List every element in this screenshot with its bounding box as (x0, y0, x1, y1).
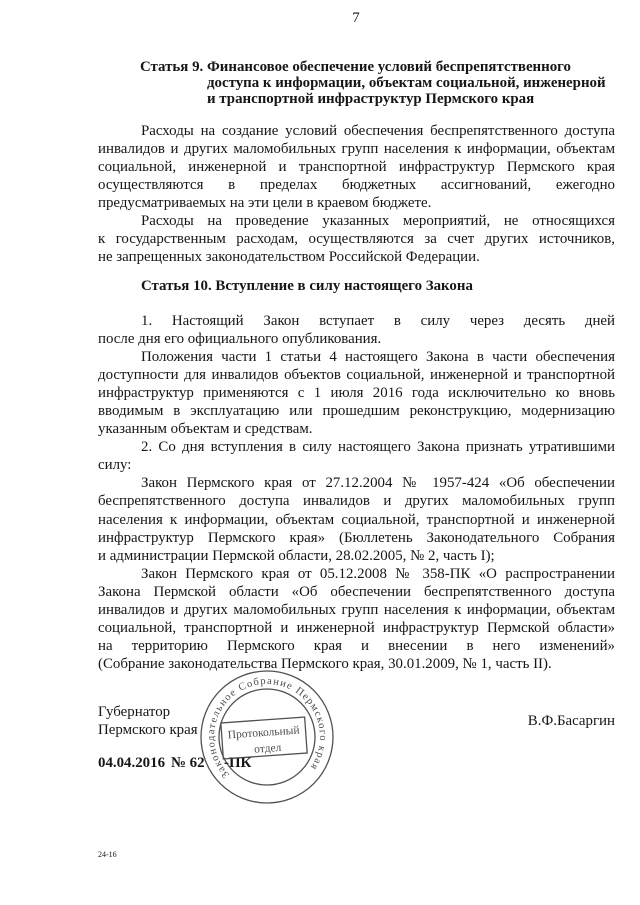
paragraph-line: после дня его официального опубликования. (98, 330, 382, 347)
article-10-body (98, 312, 615, 674)
article-9-title-line: и транспортной инфраструктур Пермского края (207, 90, 535, 107)
paragraph (98, 474, 615, 564)
footer-code: 24-16 (98, 850, 117, 859)
paragraph-line: не запрещенных законодательством Российской Федерации. (98, 249, 480, 266)
article-9-title-line: Финансовое обеспечение условий беспрепятственного (207, 58, 571, 75)
paragraph-line: осуществляются в пределах бюджетных ассигнований, ежегодно (98, 176, 615, 193)
paragraph-line: доступности для инвалидов объектов социальной, инженерной и транспортной (98, 366, 615, 383)
paragraph-line: к государственным расходам, осуществляются за счет других источников, (98, 231, 615, 248)
paragraph (98, 122, 615, 212)
paragraph-line: инфраструктур применяются с 1 июля 2016 года исключительно ко вновь (98, 384, 615, 401)
governor-name: В.Ф.Басаргин (527, 712, 615, 729)
paragraph-line: Закона Пермской области «Об обеспечении беспрепятственного доступа (98, 583, 615, 600)
paragraph (98, 438, 615, 474)
paragraph-line: инвалидов и других маломобильных групп населения к информации, объектам (98, 602, 615, 618)
article-10-heading: Статья 10. Вступление в силу настоящего Закона (141, 277, 473, 294)
signature-block (98, 703, 198, 739)
article-9-label: Статья 9. (140, 58, 204, 75)
official-stamp (195, 665, 340, 810)
paragraph (98, 212, 615, 266)
law-date: 04.04.2016 (98, 755, 166, 771)
article-9-body (98, 122, 615, 267)
paragraph-line: населения к информации, объектам социальной, транспортной и инженерной (98, 511, 615, 528)
governor-title-line: Губернатор (98, 703, 171, 720)
stamp-inner-text: отдел (253, 741, 282, 756)
paragraph-line: силу: (98, 457, 132, 474)
paragraph (98, 565, 615, 674)
paragraph-line: социальной, инженерной и транспортной инфраструктур Пермского края (98, 158, 615, 175)
paragraph-line: инвалидов и других маломобильных групп населения к информации, объектам (98, 140, 615, 157)
page-number: 7 (352, 10, 360, 26)
paragraph-line: инфраструктур Пермского края» (Бюллетень Законодательного Собрания (98, 529, 615, 546)
paragraph-line: и администрации Пермской области, 28.02.2005, № 2, часть I); (98, 547, 495, 564)
paragraph-line: вводимым в эксплуатацию или прошедшим реконструкцию, модернизацию (98, 402, 615, 419)
law-number-suffix: -ПК (224, 755, 252, 771)
paragraph-line: предусматриваемых на эти цели в краевом бюджете. (98, 194, 432, 211)
paragraph-line: социальной, транспортной и инженерной инфраструктур Пермской области» (98, 620, 615, 637)
paragraph-line: на территорию Пермского края и внесении в него изменений» (98, 638, 615, 655)
article-9-title-line: доступа к информации, объектам социальной, инженерной (207, 74, 606, 91)
paragraph-line: 1. Настоящий Закон вступает в силу через десять дней (141, 312, 615, 329)
paragraph-line: Расходы на создание условий обеспечения беспрепятственного доступа (141, 122, 615, 139)
paragraph-line: беспрепятственного доступа инвалидов и других маломобильных групп (98, 493, 615, 510)
paragraph-line: Закон Пермского края от 27.12.2004 № 1957-424 «Об обеспечении (141, 475, 615, 492)
paragraph-line: указанным объектам и средствам. (98, 421, 313, 438)
paragraph-line: Положения части 1 статьи 4 настоящего Закона в части обеспечения (141, 348, 615, 365)
stamp-ring-text: Законодательное Собрание Пермского края (205, 675, 329, 780)
paragraph (98, 312, 615, 348)
stamp-inner-text: Протокольный (227, 724, 300, 742)
paragraph (98, 348, 615, 438)
law-number: № 62 (171, 755, 205, 771)
paragraph-line: Закон Пермского края от 05.12.2008 № 358-ПК «О распространении (141, 565, 615, 582)
paragraph-line: Расходы на проведение указанных мероприятий, не относящихся (141, 212, 615, 229)
article-9-heading (140, 59, 620, 107)
paragraph-line: 2. Со дня вступления в силу настоящего Закона признать утратившими (141, 439, 615, 456)
governor-title-line: Пермского края (98, 721, 198, 738)
paragraph-line: (Собрание законодательства Пермского края, 30.01.2009, № 1, часть II). (98, 656, 552, 673)
